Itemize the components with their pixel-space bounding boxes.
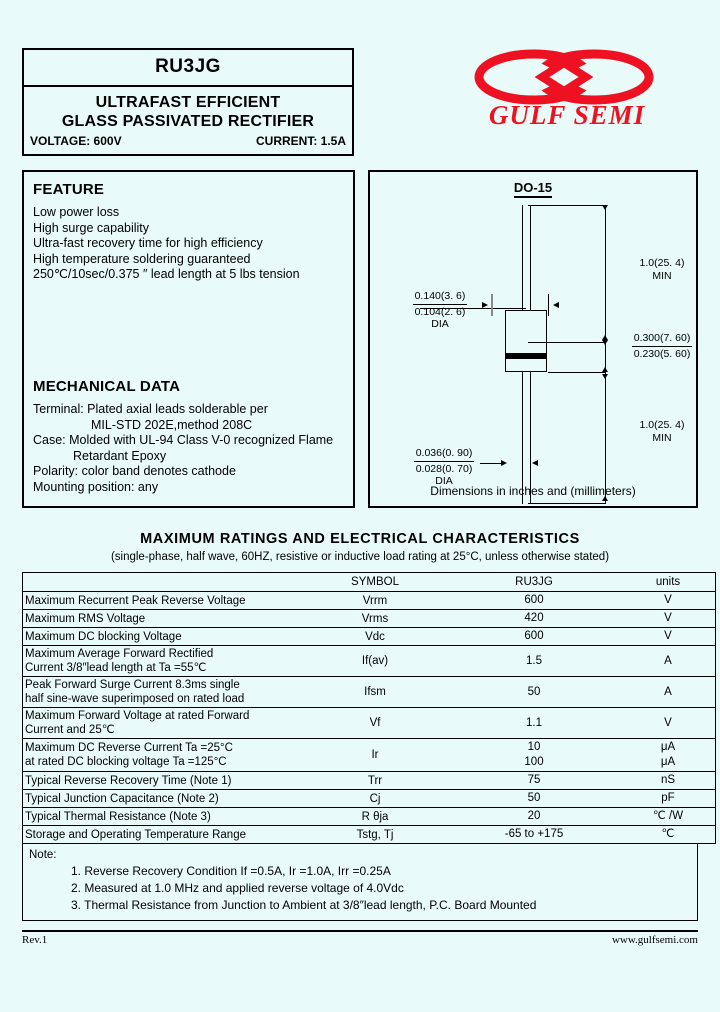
logo-wordmark: GULF SEMI	[488, 100, 646, 130]
row-unit: V	[621, 708, 716, 739]
table-row	[23, 808, 716, 826]
feature-mechanical-box	[22, 170, 355, 508]
dim-arrow-down-top	[602, 205, 608, 210]
notes-box	[22, 844, 698, 921]
row-symbol: Vf	[303, 708, 447, 739]
footer-divider	[22, 930, 698, 932]
dim-ext-line-body-top	[528, 342, 606, 343]
ratings-table	[22, 572, 716, 844]
row-symbol: Ifsm	[303, 677, 447, 708]
table-row	[23, 610, 716, 628]
mechanical-data-section	[33, 378, 349, 495]
row-value: -65 to +175	[447, 826, 621, 844]
dim-note: MIN	[652, 270, 672, 282]
note-item: 1. Reverse Recovery Condition If =0.5A, Ir =1.0A, Irr =0.25A	[71, 864, 391, 878]
row-value: 50	[447, 677, 621, 708]
description-line-2: GLASS PASSIVATED RECTIFIER	[61, 113, 315, 130]
header-units: units	[621, 573, 716, 592]
row-unit: A	[621, 646, 716, 677]
row-symbol: Cj	[303, 790, 447, 808]
table-row	[23, 628, 716, 646]
title-block	[22, 48, 354, 156]
feature-item: Ultra-fast recovery time for high efficiency	[33, 236, 263, 250]
row-parameter: Maximum RMS Voltage	[23, 610, 304, 628]
ratings-table-body	[23, 573, 716, 844]
feature-item: 250℃/10sec/0.375 ″ lead length at 5 lbs tension	[33, 267, 300, 281]
dim-note: DIA	[431, 318, 449, 330]
table-row	[23, 790, 716, 808]
mechanical-line: Case: Molded with UL-94 Class V-0 recognized Flame	[33, 433, 334, 447]
page-footer	[22, 934, 698, 946]
table-row	[23, 772, 716, 790]
row-value: 20	[447, 808, 621, 826]
dimensions-caption: Dimensions in inches and (millimeters)	[430, 484, 636, 498]
row-symbol: If(av)	[303, 646, 447, 677]
row-value: 600	[447, 592, 621, 610]
mechanical-heading: MECHANICAL DATA	[33, 378, 181, 395]
row-unit: ℃	[621, 826, 716, 844]
dim-min: 0.230(5. 60)	[633, 347, 691, 360]
dim-line-overall-top	[605, 205, 606, 345]
mechanical-line: Terminal: Plated axial leads solderable per	[33, 402, 268, 416]
row-value: 1.5	[447, 646, 621, 677]
row-parameter: Maximum DC Reverse Current Ta =25°C at rated DC blocking voltage Ta =125°C	[23, 739, 304, 772]
product-description	[24, 87, 352, 154]
dim-lead-length-bottom	[622, 419, 702, 445]
table-row	[23, 592, 716, 610]
website-link[interactable]: www.gulfsemi.com	[611, 934, 698, 946]
row-value: 75	[447, 772, 621, 790]
dim-note: MIN	[652, 432, 672, 444]
dim-min: 0.028(0. 70)	[415, 462, 473, 475]
row-parameter: Maximum DC blocking Voltage	[23, 628, 304, 646]
note-item: 3. Thermal Resistance from Junction to Ambient at 3/8″lead length, P.C. Board Mounted	[71, 898, 537, 912]
revision-label: Rev.1	[22, 934, 48, 946]
dim-body-length	[618, 332, 706, 360]
table-row	[23, 646, 716, 677]
mechanical-line: Polarity: color band denotes cathode	[33, 464, 236, 478]
current-rating: CURRENT: 1.5A	[255, 134, 346, 148]
row-unit: A	[621, 677, 716, 708]
row-unit: nS	[621, 772, 716, 790]
row-symbol: Vrrm	[303, 592, 447, 610]
feature-list	[33, 205, 353, 283]
row-value: 420	[447, 610, 621, 628]
mechanical-line: Mounting position: any	[33, 479, 159, 494]
row-parameter: Maximum Average Forward Rectified Current 3/8″lead length at Ta =55℃	[23, 646, 304, 677]
row-unit: pF	[621, 790, 716, 808]
dim-arrow-left-body-dia	[553, 302, 559, 308]
voltage-current-row	[24, 131, 352, 152]
dim-max: 0.140(3. 6)	[413, 290, 468, 305]
row-parameter: Storage and Operating Temperature Range	[23, 826, 304, 844]
table-row	[23, 826, 716, 844]
dim-arrow-down-bottom	[602, 374, 608, 379]
row-symbol: Ir	[303, 739, 447, 772]
row-value: 600	[447, 628, 621, 646]
ratings-subtitle: (single-phase, half wave, 60HZ, resistive or inductive load rating at 25°C, unless otherwise stated)	[110, 551, 610, 563]
row-symbol: Vdc	[303, 628, 447, 646]
row-parameter: Typical Reverse Recovery Time (Note 1)	[23, 772, 304, 790]
row-parameter: Maximum Recurrent Peak Reverse Voltage	[23, 592, 304, 610]
dim-ext-line-bottom	[528, 503, 606, 504]
ratings-section	[22, 522, 698, 921]
dim-ext-line-top	[528, 205, 606, 206]
row-value: 10 100	[447, 739, 621, 772]
note-item: 2. Measured at 1.0 MHz and applied reverse voltage of 4.0Vdc	[71, 881, 404, 895]
package-title: DO-15	[370, 180, 696, 195]
row-symbol: Tstg, Tj	[303, 826, 447, 844]
row-parameter: Typical Junction Capacitance (Note 2)	[23, 790, 304, 808]
dim-min: 0.104(2. 6)	[414, 305, 466, 318]
dim-value: 1.0(25. 4)	[639, 257, 685, 269]
dim-value: 1.0(25. 4)	[639, 419, 685, 431]
row-unit: V	[621, 628, 716, 646]
dim-max: 0.300(7. 60)	[632, 332, 693, 347]
table-row	[23, 739, 716, 772]
diode-body	[505, 310, 547, 372]
row-symbol: R θja	[303, 808, 447, 826]
header-parameter	[23, 573, 304, 592]
gulf-semi-logo-icon	[464, 48, 664, 106]
dim-note: DIA	[435, 475, 453, 487]
dim-ext-line-body-bot	[548, 372, 606, 373]
row-parameter: Maximum Forward Voltage at rated Forward Current and 25℃	[23, 708, 304, 739]
feature-item: High surge capability	[33, 220, 150, 235]
row-parameter: Peak Forward Surge Current 8.3ms single half sine-wave superimposed on rated load	[23, 677, 304, 708]
row-symbol: Trr	[303, 772, 447, 790]
mechanical-line: Retardant Epoxy	[73, 448, 167, 463]
header-symbol: SYMBOL	[303, 573, 447, 592]
row-unit: ℃ /W	[621, 808, 716, 826]
dim-arrow-left-lead-dia	[532, 460, 538, 466]
dim-lead-diameter	[398, 447, 490, 488]
dim-max: 0.036(0. 90)	[414, 447, 475, 462]
row-parameter: Typical Thermal Resistance (Note 3)	[23, 808, 304, 826]
table-row	[23, 708, 716, 739]
feature-item: Low power loss	[33, 205, 120, 219]
feature-item: High temperature soldering guaranteed	[33, 251, 251, 266]
dim-arrow-down-body	[602, 340, 608, 345]
row-value: 50	[447, 790, 621, 808]
ratings-title: MAXIMUM RATINGS AND ELECTRICAL CHARACTERISTICS	[140, 531, 580, 547]
row-value: 1.1	[447, 708, 621, 739]
header-value: RU3JG	[447, 573, 621, 592]
mechanical-list	[33, 402, 349, 495]
package-diagram-box	[368, 170, 698, 508]
company-logo	[452, 48, 682, 144]
voltage-rating: VOLTAGE: 600V	[30, 134, 122, 148]
row-unit: μA μA	[621, 739, 716, 772]
dim-body-diameter	[394, 290, 486, 331]
part-number: RU3JG	[24, 50, 352, 87]
dim-witness-body-dia	[491, 294, 493, 316]
table-row	[23, 677, 716, 708]
dim-witness-body-dia-2	[548, 294, 549, 316]
mechanical-line: MIL-STD 202E,method 208C	[91, 417, 253, 432]
feature-heading: FEATURE	[33, 181, 105, 198]
cathode-band	[505, 353, 547, 359]
row-unit: V	[621, 610, 716, 628]
description-line-1: ULTRAFAST EFFICIENT	[95, 94, 281, 111]
table-header-row	[23, 573, 716, 592]
row-unit: V	[621, 592, 716, 610]
dim-lead-length-top	[622, 257, 702, 283]
row-symbol: Vrms	[303, 610, 447, 628]
notes-heading: Note:	[29, 849, 57, 861]
